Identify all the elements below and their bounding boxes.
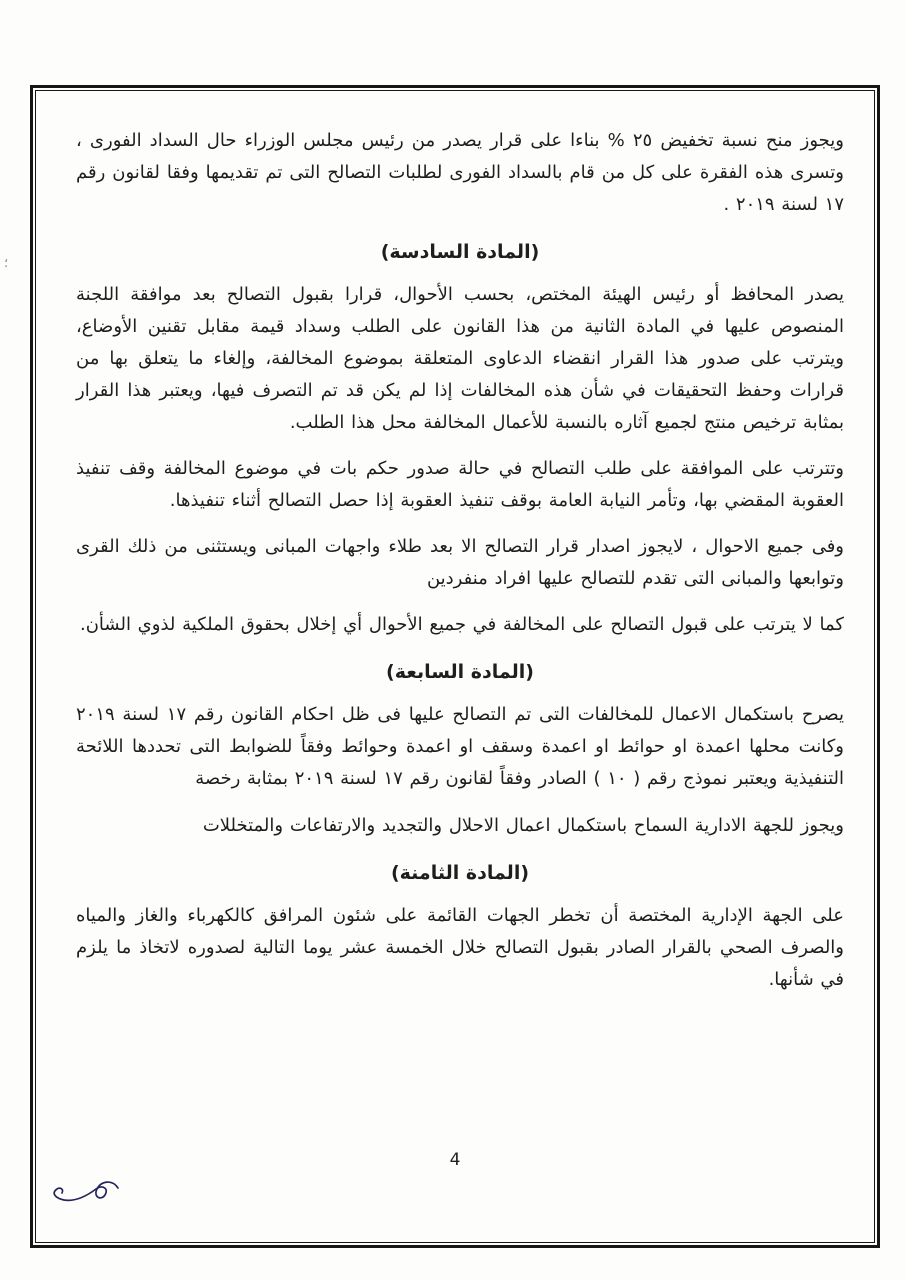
- article-eight-paragraph-1: على الجهة الإدارية المختصة أن تخطر الجهات القائمة على شئون المرافق كالكهرباء والغاز والمياه والصرف الصحي بالقرار الصادر بقبول التصالح خلال الخمسة عشر يوما التالية لصدوره لاتخاذ ما يلزم في شأنها.: [76, 904, 844, 990]
- article-six-paragraph-3: وفى جميع الاحوال ، لايجوز اصدار قرار التصالح الا بعد طلاء واجهات المبانى ويستثنى من ذلك القرى وتوابعها والمبانى التى تقدم للتصالح عليها افراد منفردين: [76, 536, 844, 590]
- article-six-paragraph-1: يصدر المحافظ أو رئيس الهيئة المختص، بحسب الأحوال، قرارا بقبول التصالح بعد موافقة اللجنة المنصوص عليها في المادة الثانية من هذا القانون على الطلب وسداد قيمة مقابل تقنين الأوضاع، ويترتب على صدور هذا القرار انقضاء الدعاوى المتعلقة بموضوع المخالفة، وإلغاء ما يتعلق بها من قرارات وحفظ التحقيقات في شأن هذه المخالفات إذا لم يكن قد تم التصرف فيها، ويعتبر هذا القرار بمثابة ترخيص منتج لجميع آثاره بالنسبة للأعمال المخالفة محل هذا الطلب.: [76, 284, 844, 434]
- page-number: 4: [449, 1150, 461, 1170]
- page-border-inner-frame: [35, 90, 875, 1243]
- article-six-title: (المادة السادسة): [380, 241, 540, 264]
- signature-mark: [46, 1176, 124, 1214]
- article-six-paragraph-2: وتترتب على الموافقة على طلب التصالح في حالة صدور حكم بات في موضوع المخالفة وقف تنفيذ العقوبة المقضي بها، وتأمر النيابة العامة بوقف تنفيذ العقوبة إذا حصل التصالح أثناء تنفيذها.: [76, 458, 844, 512]
- document-body: [76, 125, 844, 996]
- article-eight-title: (المادة الثامنة): [390, 861, 530, 884]
- page-border-frame: [30, 85, 880, 1248]
- article-seven-paragraph-2: ويجوز للجهة الادارية السماح باستكمال اعمال الاحلال والتجديد والارتفاعات والمتخللات: [202, 814, 844, 836]
- scan-artifact-mark: ؛: [4, 256, 9, 271]
- article-seven-title: (المادة السابعة): [386, 661, 534, 684]
- intro-paragraph: ويجوز منح نسبة تخفيض ٢٥ % بناءا على قرار يصدر من رئيس مجلس الوزراء حال السداد الفورى ، وتسرى هذه الفقرة على كل من قام بالسداد الفورى لطلبات التصالح التى تم تقديمها وفقا لقانون رقم ١٧ لسنة ٢٠١٩ .: [76, 130, 844, 216]
- article-seven-paragraph-1: يصرح باستكمال الاعمال للمخالفات التى تم التصالح عليها فى ظل احكام القانون رقم ١٧ لسنة ٢٠١٩ وكانت محلها اعمدة او حوائط او اعمدة وسقف او اعمدة وحوائط وفقاً للضوابط التى تحددها اللائحة التنفيذية ويعتبر نموذج رقم ( ١٠ ) الصادر وفقاً لقانون رقم ١٧ لسنة ٢٠١٩ بمثابة رخصة: [76, 704, 844, 790]
- article-six-paragraph-4: كما لا يترتب على قبول التصالح على المخالفة في جميع الأحوال أي إخلال بحقوق الملكية لذوي الشأن.: [79, 614, 844, 636]
